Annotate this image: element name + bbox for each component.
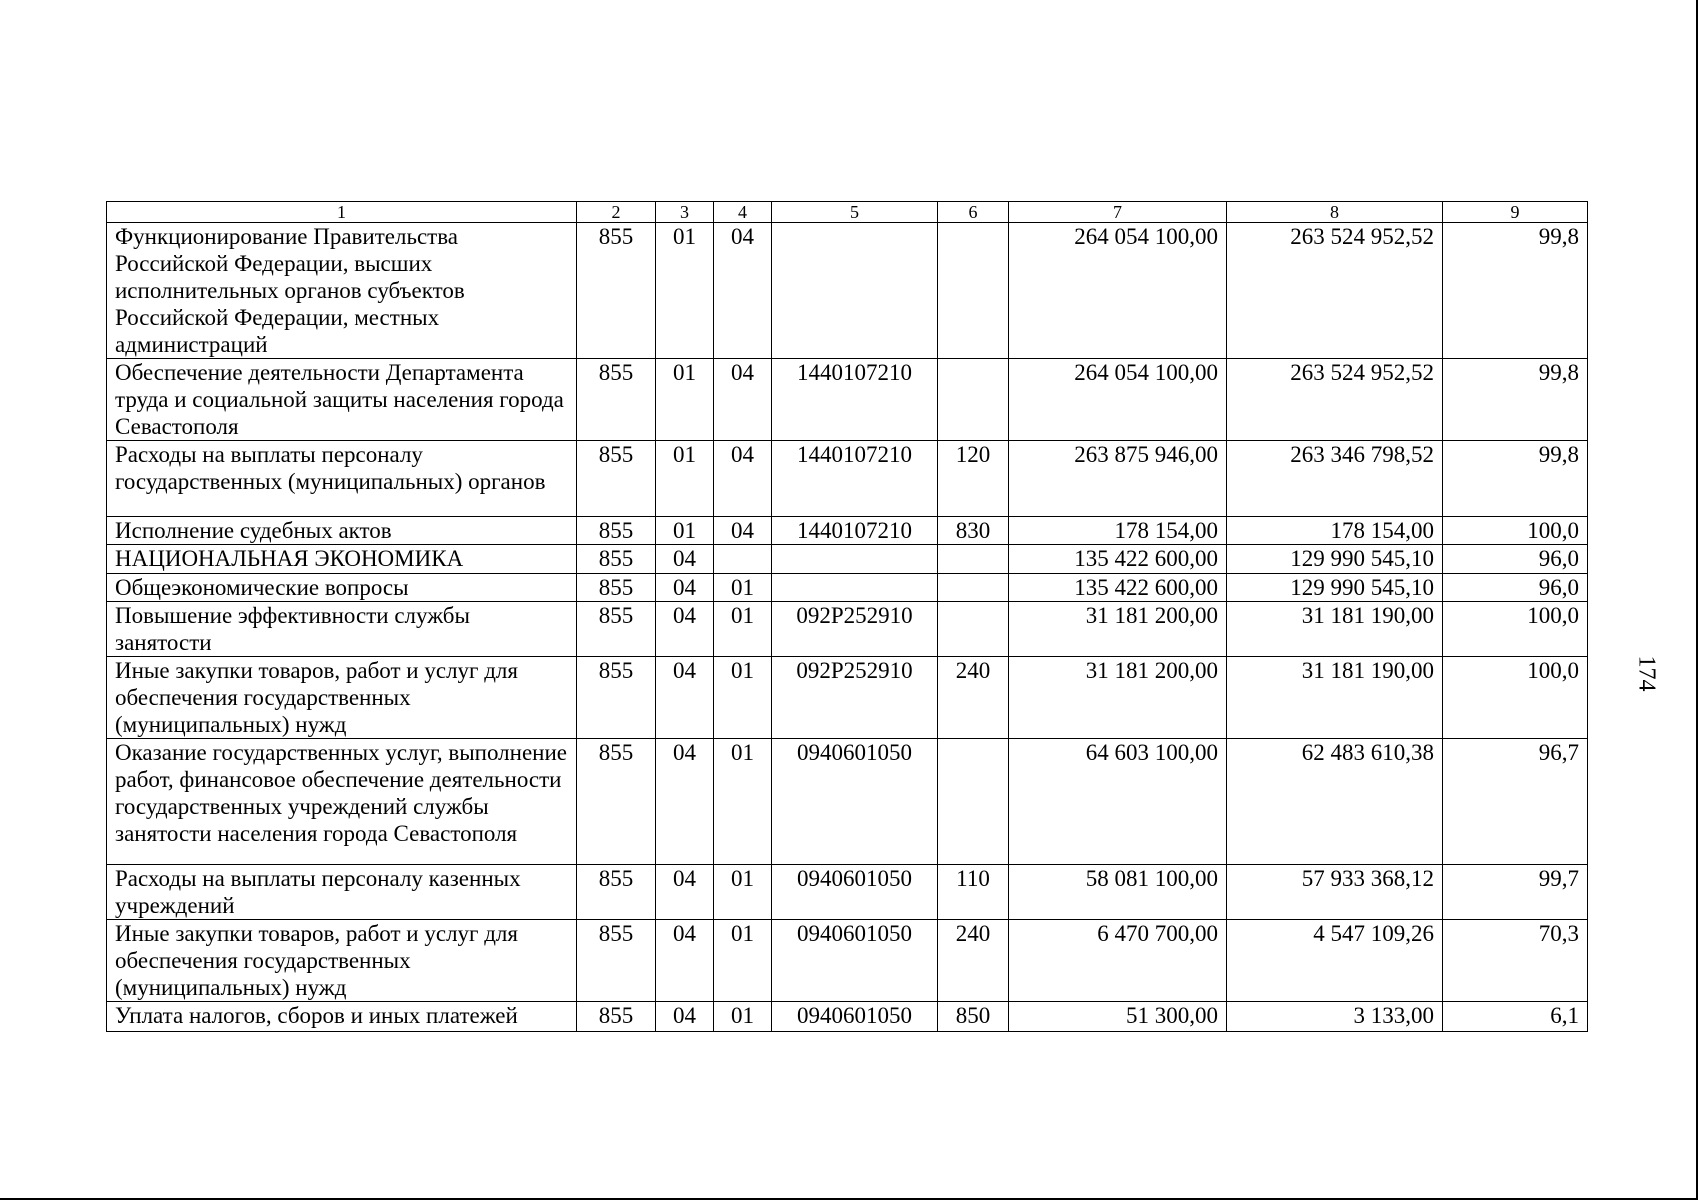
admin-code: 855 [577,441,656,517]
admin-code: 855 [577,574,656,602]
target-article-code [772,223,938,359]
section-code: 04 [656,545,714,574]
section-code: 04 [656,739,714,865]
target-article-code: 0940601050 [772,739,938,865]
planned-amount: 64 603 100,00 [1009,739,1227,865]
planned-amount: 31 181 200,00 [1009,602,1227,657]
actual-amount: 57 933 368,12 [1227,865,1443,920]
execution-percent: 96,0 [1443,574,1588,602]
actual-amount: 4 547 109,26 [1227,920,1443,1002]
planned-amount: 6 470 700,00 [1009,920,1227,1002]
section-code: 01 [656,359,714,441]
item-name: Уплата налогов, сборов и иных платежей [107,1002,577,1032]
actual-amount: 62 483 610,38 [1227,739,1443,865]
target-article-code [772,574,938,602]
page-number: 174 [1633,655,1660,692]
subsection-code: 01 [714,602,772,657]
planned-amount: 135 422 600,00 [1009,574,1227,602]
subsection-code: 01 [714,865,772,920]
subsection-code: 01 [714,574,772,602]
column-number-1: 1 [107,202,577,223]
expense-type-code [938,574,1009,602]
execution-percent: 70,3 [1443,920,1588,1002]
actual-amount: 178 154,00 [1227,517,1443,545]
execution-percent: 6,1 [1443,1002,1588,1032]
column-number-2: 2 [577,202,656,223]
table-row [107,574,1588,602]
subsection-code: 04 [714,359,772,441]
section-code: 04 [656,920,714,1002]
target-article-code: 0940601050 [772,1002,938,1032]
planned-amount: 264 054 100,00 [1009,359,1227,441]
expense-type-code: 240 [938,920,1009,1002]
section-code: 04 [656,657,714,739]
target-article-code: 0940601050 [772,865,938,920]
execution-percent: 100,0 [1443,602,1588,657]
item-name: НАЦИОНАЛЬНАЯ ЭКОНОМИКА [107,545,577,574]
target-article-code: 1440107210 [772,517,938,545]
table-row [107,602,1588,657]
planned-amount: 51 300,00 [1009,1002,1227,1032]
execution-percent: 99,8 [1443,441,1588,517]
column-number-9: 9 [1443,202,1588,223]
execution-percent: 100,0 [1443,517,1588,545]
actual-amount: 31 181 190,00 [1227,657,1443,739]
section-code: 04 [656,865,714,920]
planned-amount: 263 875 946,00 [1009,441,1227,517]
admin-code: 855 [577,657,656,739]
planned-amount: 135 422 600,00 [1009,545,1227,574]
target-article-code: 092P252910 [772,602,938,657]
table-header-row [107,202,1588,223]
actual-amount: 129 990 545,10 [1227,574,1443,602]
admin-code: 855 [577,920,656,1002]
subsection-code [714,545,772,574]
actual-amount: 3 133,00 [1227,1002,1443,1032]
execution-percent: 96,0 [1443,545,1588,574]
section-code: 01 [656,517,714,545]
table-row [107,920,1588,1002]
item-name: Оказание государственных услуг, выполнение работ, финансовое обеспечение деятельности государственных учреждений службы занятости населения города Севастополя [107,739,577,865]
actual-amount: 263 524 952,52 [1227,359,1443,441]
table-row [107,657,1588,739]
admin-code: 855 [577,359,656,441]
expense-type-code [938,602,1009,657]
admin-code: 855 [577,602,656,657]
column-number-4: 4 [714,202,772,223]
admin-code: 855 [577,865,656,920]
column-number-6: 6 [938,202,1009,223]
admin-code: 855 [577,223,656,359]
table-row [107,517,1588,545]
section-code: 04 [656,574,714,602]
target-article-code: 092P252910 [772,657,938,739]
target-article-code: 0940601050 [772,920,938,1002]
section-code: 04 [656,602,714,657]
planned-amount: 264 054 100,00 [1009,223,1227,359]
column-number-3: 3 [656,202,714,223]
subsection-code: 01 [714,657,772,739]
section-code: 04 [656,1002,714,1032]
subsection-code: 01 [714,739,772,865]
subsection-code: 01 [714,920,772,1002]
expense-type-code: 120 [938,441,1009,517]
execution-percent: 99,8 [1443,359,1588,441]
expense-type-code: 850 [938,1002,1009,1032]
subsection-code: 01 [714,1002,772,1032]
target-article-code [772,545,938,574]
admin-code: 855 [577,739,656,865]
admin-code: 855 [577,1002,656,1032]
expense-type-code [938,223,1009,359]
actual-amount: 263 524 952,52 [1227,223,1443,359]
actual-amount: 263 346 798,52 [1227,441,1443,517]
subsection-code: 04 [714,441,772,517]
subsection-code: 04 [714,517,772,545]
expense-type-code: 240 [938,657,1009,739]
table-row [107,223,1588,359]
item-name: Обеспечение деятельности Департамента труда и социальной защиты населения города Севастополя [107,359,577,441]
admin-code: 855 [577,517,656,545]
item-name: Функционирование Правительства Российской Федерации, высших исполнительных органов субъектов Российской Федерации, местных администраций [107,223,577,359]
table-row [107,545,1588,574]
target-article-code: 1440107210 [772,359,938,441]
item-name: Иные закупки товаров, работ и услуг для обеспечения государственных (муниципальных) нужд [107,657,577,739]
item-name: Расходы на выплаты персоналу казенных учреждений [107,865,577,920]
section-code: 01 [656,223,714,359]
execution-percent: 96,7 [1443,739,1588,865]
actual-amount: 31 181 190,00 [1227,602,1443,657]
execution-percent: 99,7 [1443,865,1588,920]
column-number-5: 5 [772,202,938,223]
table-row [107,739,1588,865]
expense-type-code [938,359,1009,441]
expense-type-code: 830 [938,517,1009,545]
target-article-code: 1440107210 [772,441,938,517]
execution-percent: 100,0 [1443,657,1588,739]
budget-table [106,201,1588,1032]
planned-amount: 178 154,00 [1009,517,1227,545]
item-name: Общеэкономические вопросы [107,574,577,602]
item-name: Иные закупки товаров, работ и услуг для обеспечения государственных (муниципальных) нужд [107,920,577,1002]
expense-type-code [938,545,1009,574]
column-number-8: 8 [1227,202,1443,223]
planned-amount: 31 181 200,00 [1009,657,1227,739]
item-name: Исполнение судебных актов [107,517,577,545]
subsection-code: 04 [714,223,772,359]
expense-type-code [938,739,1009,865]
table-row [107,359,1588,441]
item-name: Повышение эффективности службы занятости [107,602,577,657]
planned-amount: 58 081 100,00 [1009,865,1227,920]
item-name: Расходы на выплаты персоналу государственных (муниципальных) органов [107,441,577,517]
column-number-7: 7 [1009,202,1227,223]
execution-percent: 99,8 [1443,223,1588,359]
expense-type-code: 110 [938,865,1009,920]
actual-amount: 129 990 545,10 [1227,545,1443,574]
table-row [107,865,1588,920]
table-row [107,441,1588,517]
section-code: 01 [656,441,714,517]
admin-code: 855 [577,545,656,574]
table-row [107,1002,1588,1032]
